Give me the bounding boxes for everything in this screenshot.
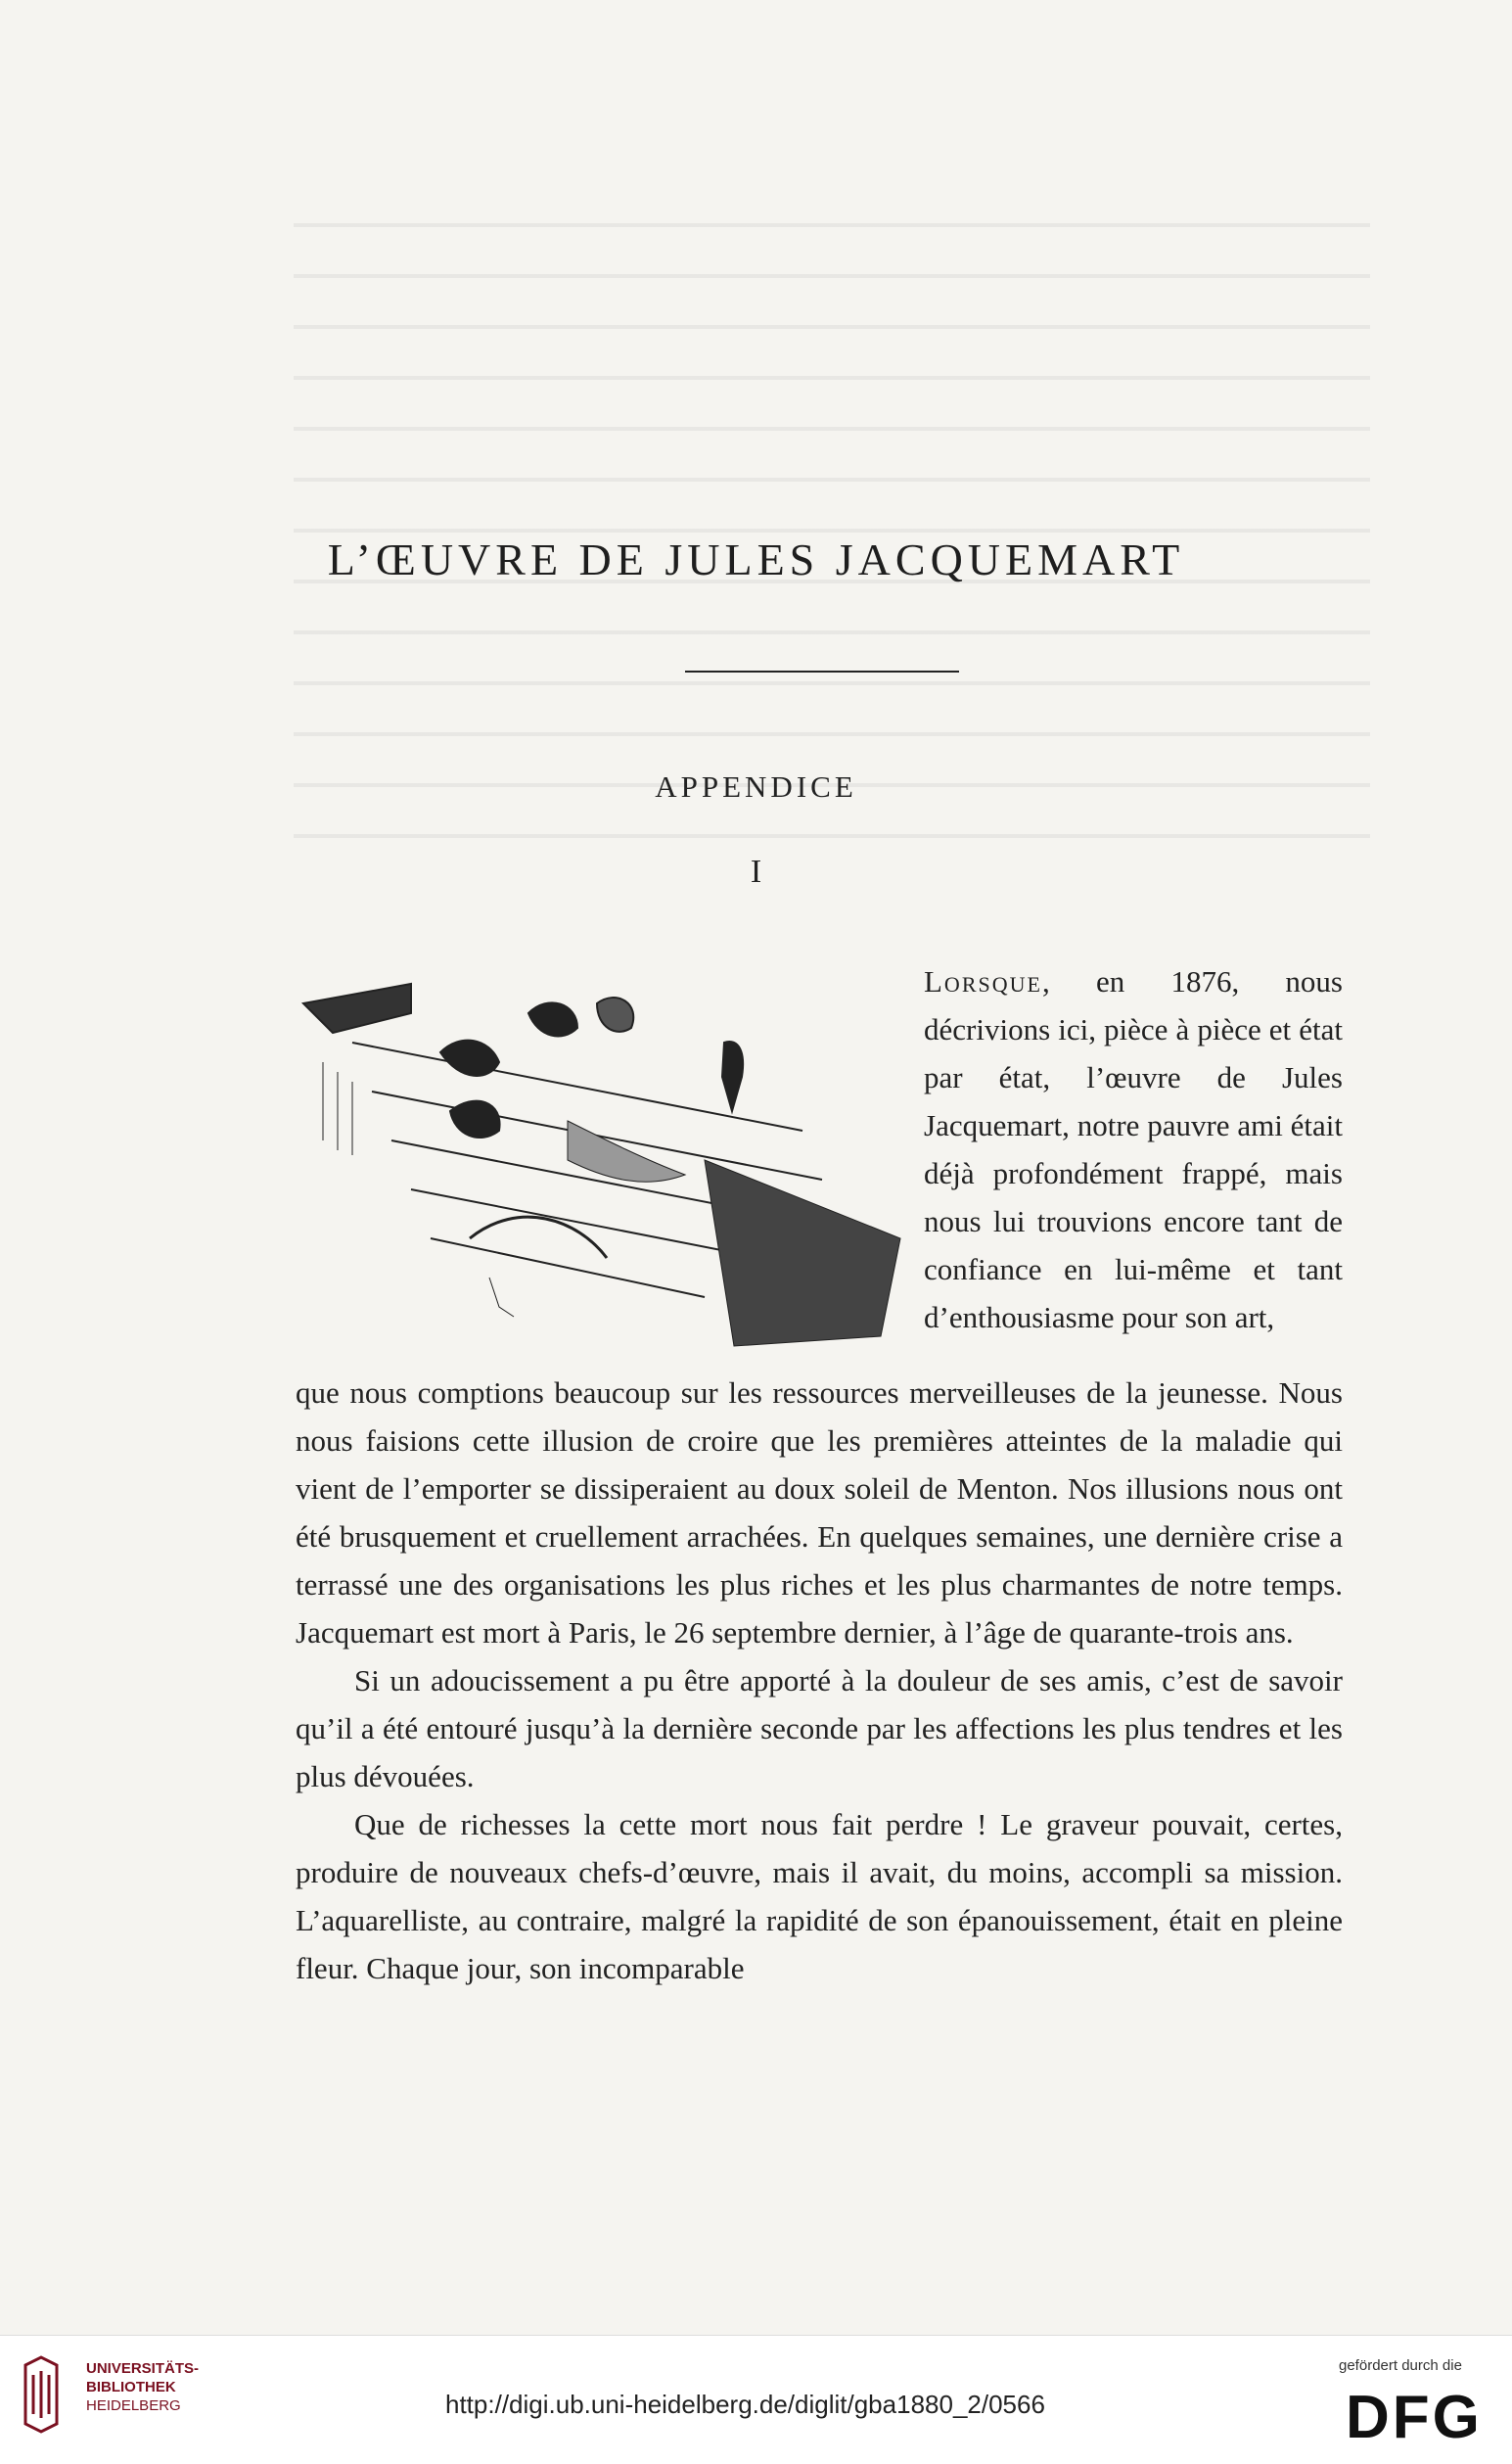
library-line: UNIVERSITÄTS-	[86, 2360, 200, 2377]
body-paragraph: Si un adoucissement a pu être apporté à la douleur de ses amis, c’est de savoir qu’il a été entouré jusqu’à la dernière seconde par les affections les plus tendres et les plus dévouées.	[296, 1663, 1343, 1793]
section-numeral: I	[750, 854, 762, 890]
permalink-url[interactable]: http://digi.ub.uni-heidelberg.de/diglit/gba1880_2/0566	[445, 2390, 1045, 2419]
funder-caption: gefördert durch die	[1339, 2357, 1462, 2374]
library-line: BIBLIOTHEK	[86, 2379, 176, 2395]
body-paragraph: Que de richesses la cette mort nous fait perdre ! Le graveur pouvait, certes, produire de nouveaux chefs-d’œuvre, mais il avait, du moins, accompli sa mission. L’aquarelliste, au contraire, malgré la rapidité de son épanouissement, était en pleine fleur. Chaque jour, son incomparable	[296, 1807, 1343, 1985]
first-paragraph	[924, 957, 1343, 1341]
first-paragraph-text: , en 1876, nous décrivions ici, pièce à pièce et état par état, l’œuvre de Jules Jacquemart, notre pauvre ami était déjà profondément frappé, mais nous lui trouvions encore tant de confiance en lui-même et tant d’enthousiasme pour son art,	[924, 964, 1343, 1334]
page-title: L’ŒUVRE DE JULES JACQUEMART	[327, 535, 1185, 584]
university-library-logo-icon	[22, 2355, 61, 2434]
library-line: HEIDELBERG	[86, 2397, 181, 2414]
dfg-logo: DFG	[1346, 2384, 1483, 2451]
lead-word: Lorsque	[924, 964, 1042, 999]
library-name	[86, 2359, 199, 2415]
digitization-footer	[0, 2335, 1512, 2464]
body-paragraph: que nous comptions beaucoup sur les ressources merveilleuses de la jeunesse. Nous nous faisions cette illusion de croire que les premières atteintes de la maladie qui vient de l’emporter se dissiperaient au doux soleil de Menton. Nos illusions nous ont été brusquement et cruellement arrachées. En quelques semaines, une dernière crise a terrassé une des organisations les plus riches et les plus charmantes de notre temps. Jacquemart est mort à Paris, le 26 septembre dernier, à l’âge de quarante-trois ans.	[296, 1375, 1343, 1650]
birds-on-roof-sketch	[294, 945, 910, 1356]
body-text	[296, 1369, 1343, 1992]
section-subtitle: APPENDICE	[655, 769, 857, 804]
title-divider	[685, 671, 959, 673]
